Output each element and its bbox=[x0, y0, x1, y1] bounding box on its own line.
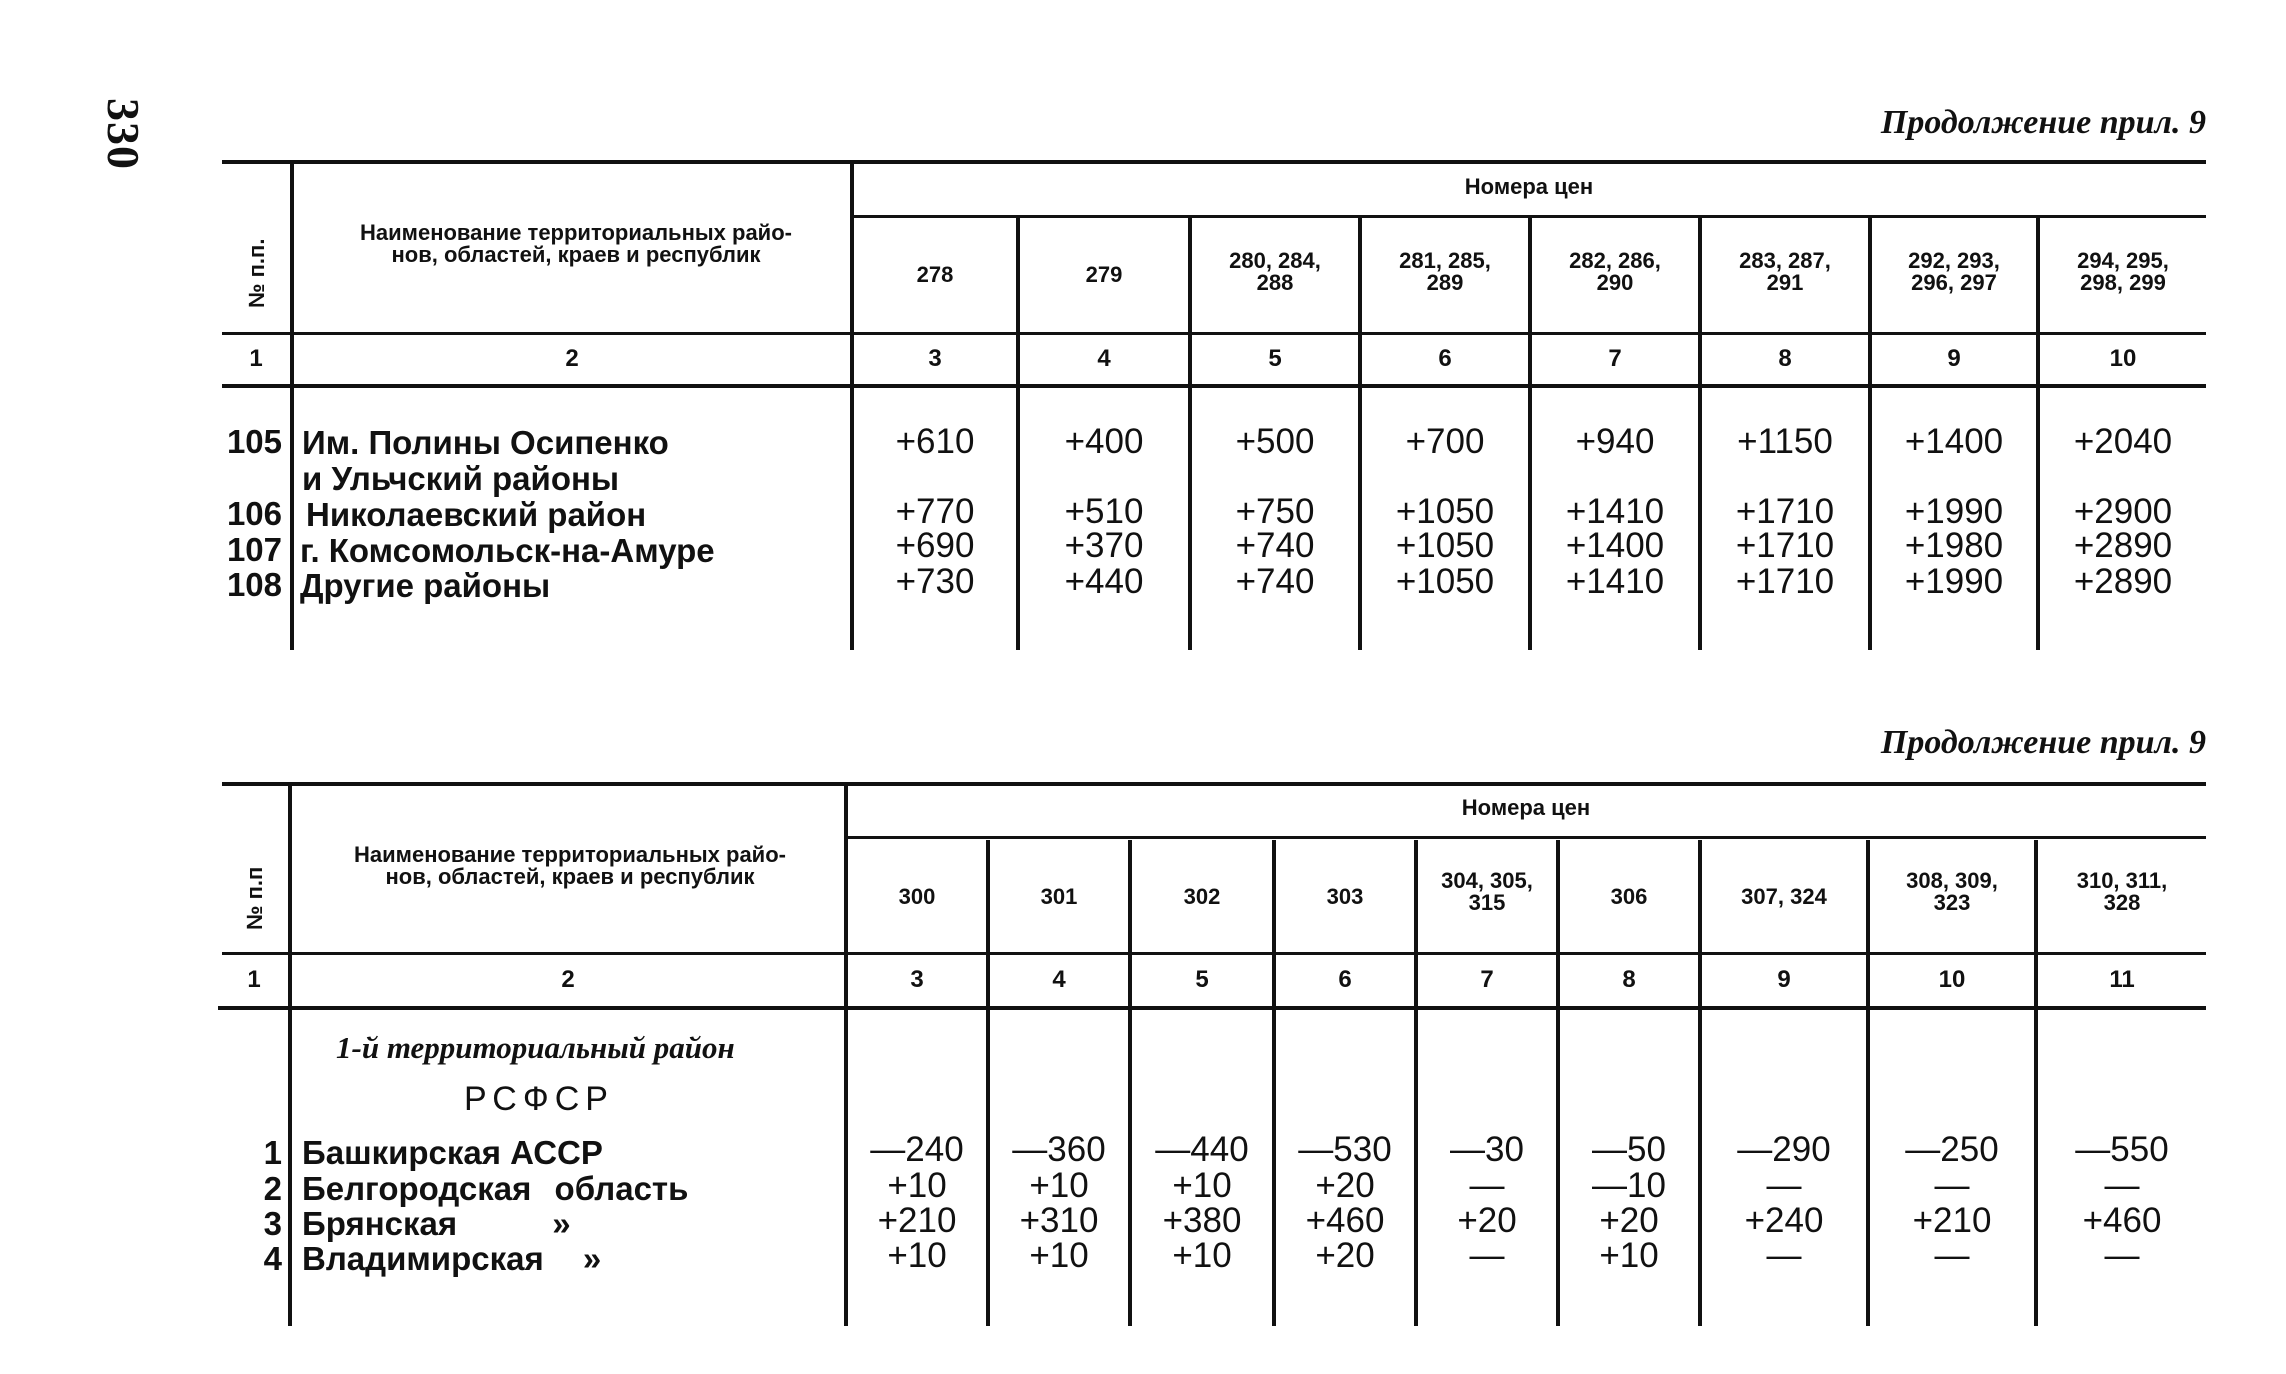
price-value: +1710 bbox=[1735, 492, 1835, 531]
price-value: +700 bbox=[1405, 422, 1485, 461]
price-value: +370 bbox=[1064, 526, 1144, 565]
col-number: 2 bbox=[561, 966, 575, 993]
price-value: +460 bbox=[1305, 1201, 1385, 1240]
col-number: 1 bbox=[249, 345, 263, 372]
price-value: +1980 bbox=[1904, 526, 2004, 565]
row-name: Белгородская область bbox=[302, 1170, 689, 1207]
price-col-header: 282, 286, 290 bbox=[1569, 248, 1661, 295]
price-value: +1150 bbox=[1737, 422, 1833, 461]
price-value: — bbox=[1766, 1166, 1802, 1205]
price-value: +440 bbox=[1064, 562, 1144, 601]
price-value: —530 bbox=[1298, 1130, 1392, 1169]
row-name: Владимирская » bbox=[302, 1240, 602, 1277]
price-value: —240 bbox=[870, 1130, 964, 1169]
header-prices-group: Номера цен bbox=[1461, 795, 1591, 820]
price-value: +1410 bbox=[1565, 562, 1665, 601]
price-value: +20 bbox=[1457, 1201, 1517, 1240]
price-value: +380 bbox=[1162, 1201, 1242, 1240]
price-value: —50 bbox=[1592, 1130, 1666, 1169]
price-col-header: 310, 311, 328 bbox=[2076, 868, 2168, 915]
col-number: 9 bbox=[1947, 345, 1961, 372]
price-col-header: 292, 293, 296, 297 bbox=[1908, 248, 2000, 295]
price-value: +2890 bbox=[2073, 562, 2173, 601]
price-value: +10 bbox=[887, 1236, 947, 1275]
price-value: +210 bbox=[877, 1201, 957, 1240]
price-col-header: 281, 285, 289 bbox=[1399, 248, 1491, 295]
price-value: +1050 bbox=[1395, 492, 1495, 531]
col-number: 4 bbox=[1097, 345, 1111, 372]
col-number: 8 bbox=[1622, 966, 1636, 993]
price-value: —10 bbox=[1592, 1166, 1666, 1205]
price-value: +10 bbox=[1029, 1236, 1089, 1275]
col-number: 10 bbox=[1938, 966, 1966, 993]
price-value: —30 bbox=[1450, 1130, 1524, 1169]
header-name-col: Наименование территориальных райо- нов, областей, краев и республик bbox=[354, 842, 786, 889]
price-value: +310 bbox=[1019, 1201, 1099, 1240]
section-title: 1-й территориальный район bbox=[336, 1030, 735, 1065]
continuation-label-2: Продолжение прил. 9 bbox=[1880, 724, 2206, 761]
price-col-header: 283, 287, 291 bbox=[1739, 248, 1831, 295]
row-name: Николаевский район bbox=[306, 496, 647, 533]
price-value: —290 bbox=[1737, 1130, 1831, 1169]
price-value: +240 bbox=[1744, 1201, 1824, 1240]
row-number: 108 bbox=[226, 566, 282, 603]
rule bbox=[222, 384, 2206, 388]
price-value: — bbox=[1766, 1236, 1802, 1275]
continuation-label-1: Продолжение прил. 9 bbox=[1880, 104, 2206, 141]
price-col-header: 303 bbox=[1326, 884, 1364, 909]
col-number: 11 bbox=[2109, 966, 2135, 993]
col-number: 7 bbox=[1608, 345, 1622, 372]
rule bbox=[222, 782, 2206, 786]
price-value: +10 bbox=[887, 1166, 947, 1205]
row-number: 105 bbox=[226, 423, 282, 460]
price-value: +770 bbox=[895, 492, 975, 531]
row-name: Другие районы bbox=[300, 567, 551, 604]
header-name-col: Наименование территориальных райо- нов, областей, краев и республик bbox=[360, 220, 792, 267]
rule bbox=[222, 952, 2206, 955]
rule bbox=[222, 160, 2206, 164]
price-value: +1050 bbox=[1395, 562, 1495, 601]
col-number: 10 bbox=[2109, 345, 2137, 372]
price-value: +740 bbox=[1235, 562, 1315, 601]
row-number: 4 bbox=[263, 1240, 282, 1277]
price-col-header: 294, 295, 298, 299 bbox=[2077, 248, 2169, 295]
price-value: —440 bbox=[1155, 1130, 1249, 1169]
page-number: 330 bbox=[98, 98, 149, 170]
price-col-header: 279 bbox=[1085, 262, 1123, 287]
price-value: +1710 bbox=[1735, 562, 1835, 601]
price-col-header: 301 bbox=[1040, 884, 1078, 909]
row-name: г. Комсомольск-на-Амуре bbox=[300, 532, 715, 569]
price-value: +1990 bbox=[1904, 492, 2004, 531]
price-value: +940 bbox=[1575, 422, 1655, 461]
price-col-header: 280, 284, 288 bbox=[1229, 248, 1321, 295]
subsection-title: РСФСР bbox=[464, 1080, 614, 1118]
col-number: 6 bbox=[1438, 345, 1452, 372]
rule bbox=[846, 836, 2206, 839]
price-value: +1410 bbox=[1565, 492, 1665, 531]
price-col-header: 308, 309, 323 bbox=[1906, 868, 1998, 915]
price-value: +10 bbox=[1172, 1236, 1232, 1275]
price-col-header: 300 bbox=[898, 884, 936, 909]
price-value: +20 bbox=[1599, 1201, 1659, 1240]
col-number: 4 bbox=[1052, 966, 1066, 993]
col-number: 5 bbox=[1195, 966, 1209, 993]
price-value: +10 bbox=[1029, 1166, 1089, 1205]
col-number: 3 bbox=[910, 966, 924, 993]
price-value: — bbox=[1934, 1236, 1970, 1275]
price-value: —360 bbox=[1012, 1130, 1106, 1169]
price-value: —550 bbox=[2075, 1130, 2169, 1169]
col-number: 1 bbox=[247, 966, 261, 993]
row-name: и Ульчский районы bbox=[302, 460, 620, 497]
price-value: +610 bbox=[895, 422, 975, 461]
price-col-header: 307, 324 bbox=[1741, 884, 1827, 909]
price-value: +20 bbox=[1315, 1166, 1375, 1205]
price-value: +460 bbox=[2082, 1201, 2162, 1240]
price-value: +1050 bbox=[1395, 526, 1495, 565]
row-number: 2 bbox=[263, 1170, 282, 1207]
row-number: 107 bbox=[226, 531, 282, 568]
col-number: 9 bbox=[1777, 966, 1791, 993]
price-value: +690 bbox=[895, 526, 975, 565]
header-prices-group: Номера цен bbox=[1464, 174, 1594, 199]
col-number: 3 bbox=[928, 345, 942, 372]
price-value: +1400 bbox=[1904, 422, 2004, 461]
price-col-header: 304, 305, 315 bbox=[1441, 868, 1533, 915]
price-value: +1400 bbox=[1565, 526, 1665, 565]
col-number: 8 bbox=[1778, 345, 1792, 372]
price-value: — bbox=[2104, 1236, 2140, 1275]
price-value: +510 bbox=[1064, 492, 1144, 531]
price-value: —250 bbox=[1905, 1130, 1999, 1169]
rule bbox=[222, 332, 2206, 335]
price-value: +10 bbox=[1599, 1236, 1659, 1275]
price-value: +2900 bbox=[2073, 492, 2173, 531]
price-value: +750 bbox=[1235, 492, 1315, 531]
col-number: 6 bbox=[1338, 966, 1352, 993]
price-value: +210 bbox=[1912, 1201, 1992, 1240]
rule bbox=[288, 786, 292, 1326]
row-name: Башкирская АССР bbox=[302, 1134, 603, 1171]
price-col-header: 302 bbox=[1183, 884, 1221, 909]
price-col-header: 306 bbox=[1610, 884, 1648, 909]
price-value: +1710 bbox=[1735, 526, 1835, 565]
price-value: +1990 bbox=[1904, 562, 2004, 601]
col-number: 2 bbox=[565, 345, 579, 372]
price-value: — bbox=[1469, 1236, 1505, 1275]
price-value: — bbox=[1934, 1166, 1970, 1205]
price-value: +400 bbox=[1064, 422, 1144, 461]
col-number: 5 bbox=[1268, 345, 1282, 372]
price-value: +740 bbox=[1235, 526, 1315, 565]
price-value: +20 bbox=[1315, 1236, 1375, 1275]
rule bbox=[290, 164, 294, 650]
price-col-header: 278 bbox=[916, 262, 954, 287]
price-value: +2890 bbox=[2073, 526, 2173, 565]
row-number: 1 bbox=[263, 1134, 282, 1171]
header-num-col: № п.п. bbox=[244, 238, 269, 308]
price-value: +2040 bbox=[2073, 422, 2173, 461]
row-name: Брянская » bbox=[302, 1205, 571, 1242]
price-value: — bbox=[2104, 1166, 2140, 1205]
price-value: +500 bbox=[1235, 422, 1315, 461]
price-value: — bbox=[1469, 1166, 1505, 1205]
row-name: Им. Полины Осипенко bbox=[302, 424, 669, 461]
col-number: 7 bbox=[1480, 966, 1494, 993]
header-num-col: № п.п bbox=[242, 866, 267, 930]
row-number: 106 bbox=[226, 495, 282, 532]
row-number: 3 bbox=[263, 1205, 282, 1242]
price-value: +10 bbox=[1172, 1166, 1232, 1205]
price-value: +730 bbox=[895, 562, 975, 601]
rule bbox=[218, 1006, 2206, 1010]
